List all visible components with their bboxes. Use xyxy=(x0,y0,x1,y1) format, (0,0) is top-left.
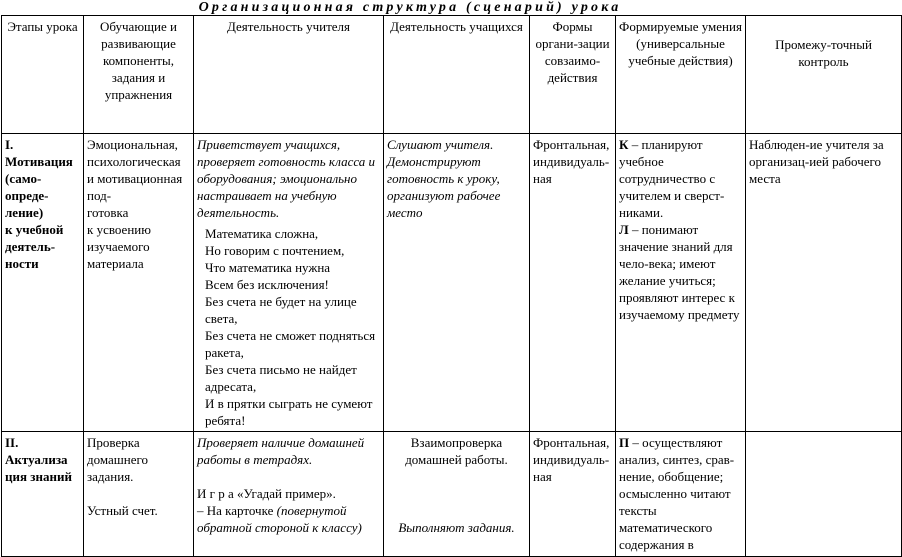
header-cell: Формы органи-зации совзаимо-действия xyxy=(530,16,616,134)
skills-k-text: – планируют учебное сотрудничество с учителем и сверст-никами. xyxy=(619,137,725,220)
skills-p-text: – осуществляют анализ, синтез, срав-нение, обобщение; осмысленно читают тексты математического содержания в xyxy=(619,435,735,552)
skills-p-label: П xyxy=(619,435,630,450)
game-label: И г р а xyxy=(197,486,234,501)
components-cell: Эмоциональная, психологическая и мотивационная под- готовка к усвоению изучаемого материала xyxy=(84,134,194,432)
table-row xyxy=(2,432,902,557)
control-cell xyxy=(746,432,902,557)
teacher-cell xyxy=(194,432,384,557)
card-line xyxy=(197,502,380,536)
skills-l-label: Л xyxy=(619,222,629,237)
header-cell: Этапы урока xyxy=(2,16,84,134)
page-title: Организационная структура (сценарий) урока xyxy=(198,0,622,15)
skills-cell xyxy=(616,432,746,557)
teacher-activity-text: Проверяет наличие домашней работы в тетрадях. xyxy=(197,435,365,467)
stage-cell: I. Мотивация (само- опреде- ление) к учебной деятель- ности xyxy=(2,134,84,432)
table-header-row xyxy=(2,16,902,134)
lesson-structure-table xyxy=(1,15,902,557)
card-note: (повернутой обратной стороной к классу) xyxy=(197,503,362,535)
game-title: «Угадай пример». xyxy=(233,486,336,501)
stage-cell: II. Актуализа ция знаний xyxy=(2,432,84,557)
header-cell: Деятельность учителя xyxy=(194,16,384,134)
card-text: – На карточке xyxy=(197,503,277,518)
header-cell: Формируемые умения (универсальные учебные действия) xyxy=(616,16,746,134)
forms-cell: Фронтальная, индивидуаль-ная xyxy=(530,134,616,432)
teacher-cell xyxy=(194,134,384,432)
teacher-activity-text: Приветствует учащихся, проверяет готовность класса и оборудования; эмоционально настраивает на учебную деятельность. xyxy=(197,137,376,220)
header-cell: Обучающие и развивающие компоненты, задания и упражнения xyxy=(84,16,194,134)
header-cell: Деятельность учащихся xyxy=(384,16,530,134)
skills-k xyxy=(619,136,742,221)
components-text-1: Проверка домашнего задания. xyxy=(87,435,149,484)
skills-l-text: – понимают значение знаний для чело-века; имеют желание учиться; проявляют интерес к изучаемому предмету xyxy=(619,222,740,322)
students-text-2: Выполняют задания. xyxy=(398,520,515,535)
game-line xyxy=(197,485,380,502)
control-cell: Наблюден-ие учителя за организац-ией рабочего места xyxy=(746,134,902,432)
skills-k-label: К xyxy=(619,137,629,152)
poem-text: Математика сложна, Но говорим с почтением, Что математика нужна Всем без исключения! Без счета не будет на улице света, Без счета не сможет подняться ракета, Без счета письмо не найдет адресата, И в прятки сыграть не сумеют ребята! xyxy=(205,226,376,428)
skills-l xyxy=(619,221,742,323)
students-text-1: Взаимопроверка домашней работы. xyxy=(405,435,508,467)
students-cell: Слушают учителя. Демонстрируют готовность к уроку, организуют рабочее место xyxy=(384,134,530,432)
table-row xyxy=(2,134,902,432)
students-cell xyxy=(384,432,530,557)
components-cell xyxy=(84,432,194,557)
forms-cell: Фронтальная, индивидуаль-ная xyxy=(530,432,616,557)
skills-cell xyxy=(616,134,746,432)
components-text-2: Устный счет. xyxy=(87,503,158,518)
header-cell: Промежу-точный контроль xyxy=(746,16,902,134)
